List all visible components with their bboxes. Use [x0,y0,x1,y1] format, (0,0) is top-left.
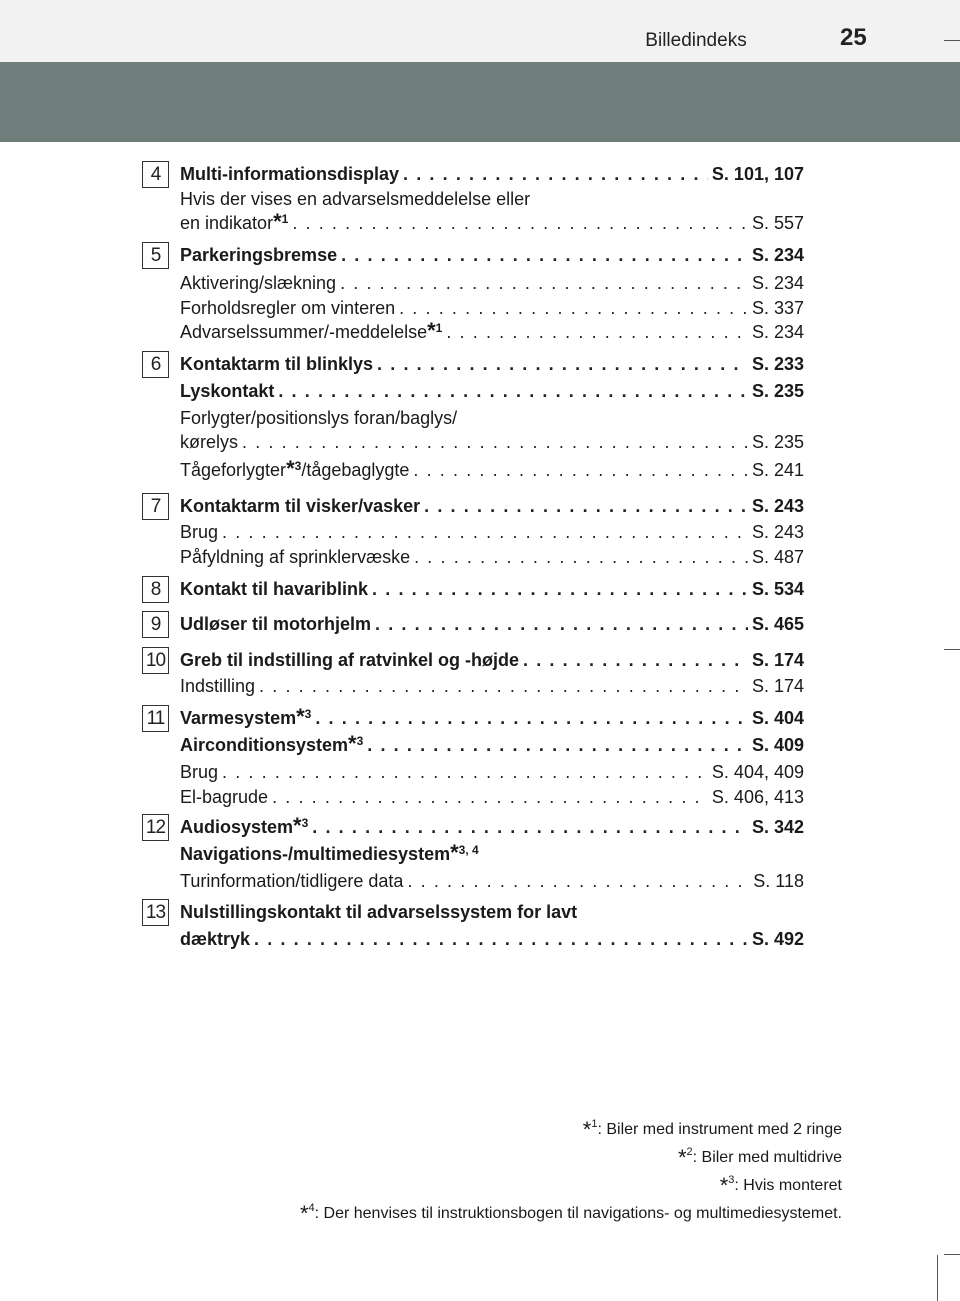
index-entry [180,813,804,838]
footnote-number: 3 [301,816,309,830]
crop-mark [944,649,960,650]
index-subentry [180,185,804,210]
footnote [142,1197,842,1225]
dot-leader [254,928,748,950]
item-number: 8 [150,579,161,600]
index-subentry [180,758,804,783]
item-number: 11 [146,708,165,729]
page-reference: S. 234 [751,273,804,293]
index-subentry [180,867,804,892]
footnote-marker [296,704,312,729]
dot-leader [278,380,748,402]
item-number-badge [142,611,169,638]
entry-text [180,761,218,783]
dot-leader [292,212,748,234]
index-entry [180,898,804,923]
item-number-badge [142,705,169,732]
item-number-badge [142,351,169,378]
entry-text [180,928,250,950]
entry-label: dæktryk [180,929,251,949]
entry-text [180,613,371,635]
dot-leader [523,649,748,671]
dot-leader [222,521,748,543]
footnote-number: 3 [356,734,364,748]
dot-leader [413,459,748,481]
entry-text [180,297,395,319]
footnotes [142,1113,842,1225]
dot-leader [403,163,708,185]
entry-label: Forholdsregler om vinteren [180,298,396,318]
index-entry [180,646,804,671]
dot-leader [242,431,748,453]
crop-mark [944,40,960,41]
entry-label: Hvis der vises en advarselsmeddelelse eller [180,189,531,209]
entry-text [180,163,399,185]
entry-text [180,244,337,266]
dot-leader [222,761,708,783]
entry-text [180,318,442,343]
page-reference: S. 465 [751,614,804,634]
entry-label: Lyskontakt [180,381,275,401]
item-number-badge [142,814,169,841]
item-number-badge [142,161,169,188]
page-reference: S. 174 [751,650,804,670]
entry-label: kørelys [180,432,238,452]
page-reference: S. 234 [751,245,804,265]
asterisk-glyph: * [286,456,295,481]
entry-text [180,495,420,517]
footnote-marker [450,840,479,865]
item-number-badge [142,493,169,520]
header-band [0,62,960,142]
item-number: 4 [150,164,161,185]
entry-text [180,901,577,923]
entry-text [180,786,268,808]
page-reference: S. 118 [753,871,804,891]
entry-text [180,188,530,210]
entry-text [180,431,238,453]
entry-label: Kontakt til havariblink [180,579,369,599]
asterisk-glyph: * [677,1145,687,1170]
asterisk-glyph: * [348,731,357,756]
entry-label: Advarselssummer/-meddelelse [180,322,428,342]
page-reference: S. 406, 413 [711,787,804,807]
item-number: 6 [150,354,161,375]
dot-leader [272,786,708,808]
asterisk-glyph: * [273,209,282,234]
footnote-number: 3 [294,459,302,473]
index-entry [180,925,804,950]
entry-label: Påfyldning af sprinklervæske [180,547,411,567]
entry-text [180,675,255,697]
asterisk-glyph: * [296,704,305,729]
page-reference: S. 487 [751,547,804,567]
footnote-marker [286,456,302,481]
entry-label: Tågeforlygter [180,460,287,480]
index-subentry [180,543,804,568]
footnote-number: 2 [686,1146,693,1158]
asterisk-glyph: * [427,318,436,343]
page-reference: S. 233 [751,354,804,374]
footnote-text: : Hvis monteret [734,1177,842,1194]
entry-text [180,840,479,865]
asterisk-glyph: * [450,840,459,865]
page-reference: S. 557 [751,213,804,233]
entry-label: Aktivering/slækning [180,273,337,293]
page-reference: S. 234 [751,322,804,342]
item-number-badge [142,899,169,926]
page-reference: S. 337 [751,298,804,318]
dot-leader [446,321,748,343]
footnote-number: 3, 4 [458,843,479,857]
footnote-text: : Der henvises til instruktionsbogen til navigations- og multimediesystemet. [314,1205,842,1222]
item-number-badge [142,647,169,674]
index-subentry [180,269,804,294]
footnote-marker [348,731,364,756]
index-subentry [180,456,804,481]
item-number: 9 [150,614,161,635]
entry-text [180,407,457,429]
index-entry [180,241,804,266]
item-number: 12 [145,817,166,838]
entry-label: Greb til indstilling af ratvinkel og -højde [180,650,520,670]
footnote-text: : Biler med multidrive [692,1149,842,1166]
page-reference: S. 492 [751,929,804,949]
index-entry [180,731,804,756]
entry-text [180,521,218,543]
item-number: 13 [145,902,166,923]
footnote-marker [293,813,309,838]
page-reference: S. 101, 107 [711,164,804,184]
index-entry [180,160,804,185]
entry-label: Brug [180,522,219,542]
entry-label: Kontaktarm til blinklys [180,354,374,374]
entry-text [180,649,519,671]
page-reference: S. 404, 409 [711,762,804,782]
asterisk-glyph: * [719,1173,729,1198]
page-reference: S. 409 [751,735,804,755]
index-subentry [180,294,804,319]
item-number: 7 [150,496,161,517]
dot-leader [414,546,748,568]
entry-label: Nulstillingskontakt til advarselssystem for lavt [180,902,578,922]
page-reference: S. 243 [751,522,804,542]
entry-text [180,272,336,294]
asterisk-glyph: * [299,1201,309,1226]
entry-text [180,704,311,729]
entry-label: Parkeringsbremse [180,245,338,265]
index-subentry [180,783,804,808]
footnote-number: 1 [591,1118,598,1130]
dot-leader [367,734,748,756]
index-entry [180,610,804,635]
index-entry [180,350,804,375]
footnote-number: 3 [728,1174,735,1186]
footnote-number: 1 [281,212,289,226]
item-number: 5 [150,245,161,266]
page-reference: S. 534 [751,579,804,599]
entry-text [180,731,363,756]
index-subentry [180,672,804,697]
footnote-marker [427,318,443,343]
entry-text [180,870,403,892]
entry-label: Multi-informationsdisplay [180,164,400,184]
entry-label: en indikator [180,213,274,233]
entry-label: Varmesystem [180,708,297,728]
dot-leader [312,816,748,838]
entry-label: Turinformation/tidligere data [180,871,404,891]
page-number: 25 [840,24,867,51]
entry-text [180,353,373,375]
dot-leader [315,707,748,729]
entry-text [180,209,288,234]
index-subentry [180,518,804,543]
index-subentry [180,428,804,453]
footnote-number: 3 [304,707,312,721]
entry-label: Audiosystem [180,817,294,837]
entry-label: Navigations-/multimediesystem [180,844,451,864]
item-number-badge [142,242,169,269]
page-reference: S. 241 [751,460,804,480]
index-entry [180,377,804,402]
page-reference: S. 342 [751,817,804,837]
index-entry [180,575,804,600]
entry-label: Kontaktarm til visker/vasker [180,496,421,516]
dot-leader [407,870,749,892]
entry-label-continued: /tågebaglygte [301,460,410,480]
index-entry [180,840,804,865]
crop-mark [944,1254,960,1255]
dot-leader [377,353,748,375]
index-subentry [180,209,804,234]
page-reference: S. 174 [751,676,804,696]
entry-label: Indstilling [180,676,256,696]
footnote-text: : Biler med instrument med 2 ringe [597,1121,842,1138]
page-reference: S. 243 [751,496,804,516]
entry-text [180,813,308,838]
dot-leader [259,675,748,697]
dot-leader [372,578,748,600]
index-subentry [180,318,804,343]
page-reference: S. 404 [751,708,804,728]
entry-text [180,456,409,481]
dot-leader [399,297,748,319]
item-number: 10 [145,650,166,671]
entry-label: Forlygter/positionslys foran/baglys/ [180,408,458,428]
footnote [142,1169,842,1197]
index-entry [180,492,804,517]
page-reference: S. 235 [751,381,804,401]
top-strip [0,0,960,62]
entry-text [180,380,274,402]
dot-leader [424,495,748,517]
dot-leader [340,272,748,294]
crop-mark [937,1255,938,1301]
index-entry [180,704,804,729]
item-number-badge [142,576,169,603]
asterisk-glyph: * [582,1117,592,1142]
entry-label: Udløser til motorhjelm [180,614,372,634]
page-reference: S. 235 [751,432,804,452]
index-subentry [180,404,804,429]
dot-leader [341,244,748,266]
entry-label: Brug [180,762,219,782]
section-title: Billedindeks [645,30,747,51]
footnote-marker [273,209,289,234]
entry-text [180,546,410,568]
entry-label: El-bagrude [180,787,269,807]
footnote-number: 4 [308,1202,315,1214]
footnote [142,1141,842,1169]
footnote [142,1113,842,1141]
dot-leader [375,613,748,635]
entry-text [180,578,368,600]
entry-label: Airconditionsystem [180,735,349,755]
footnote-number: 1 [435,321,443,335]
asterisk-glyph: * [293,813,302,838]
